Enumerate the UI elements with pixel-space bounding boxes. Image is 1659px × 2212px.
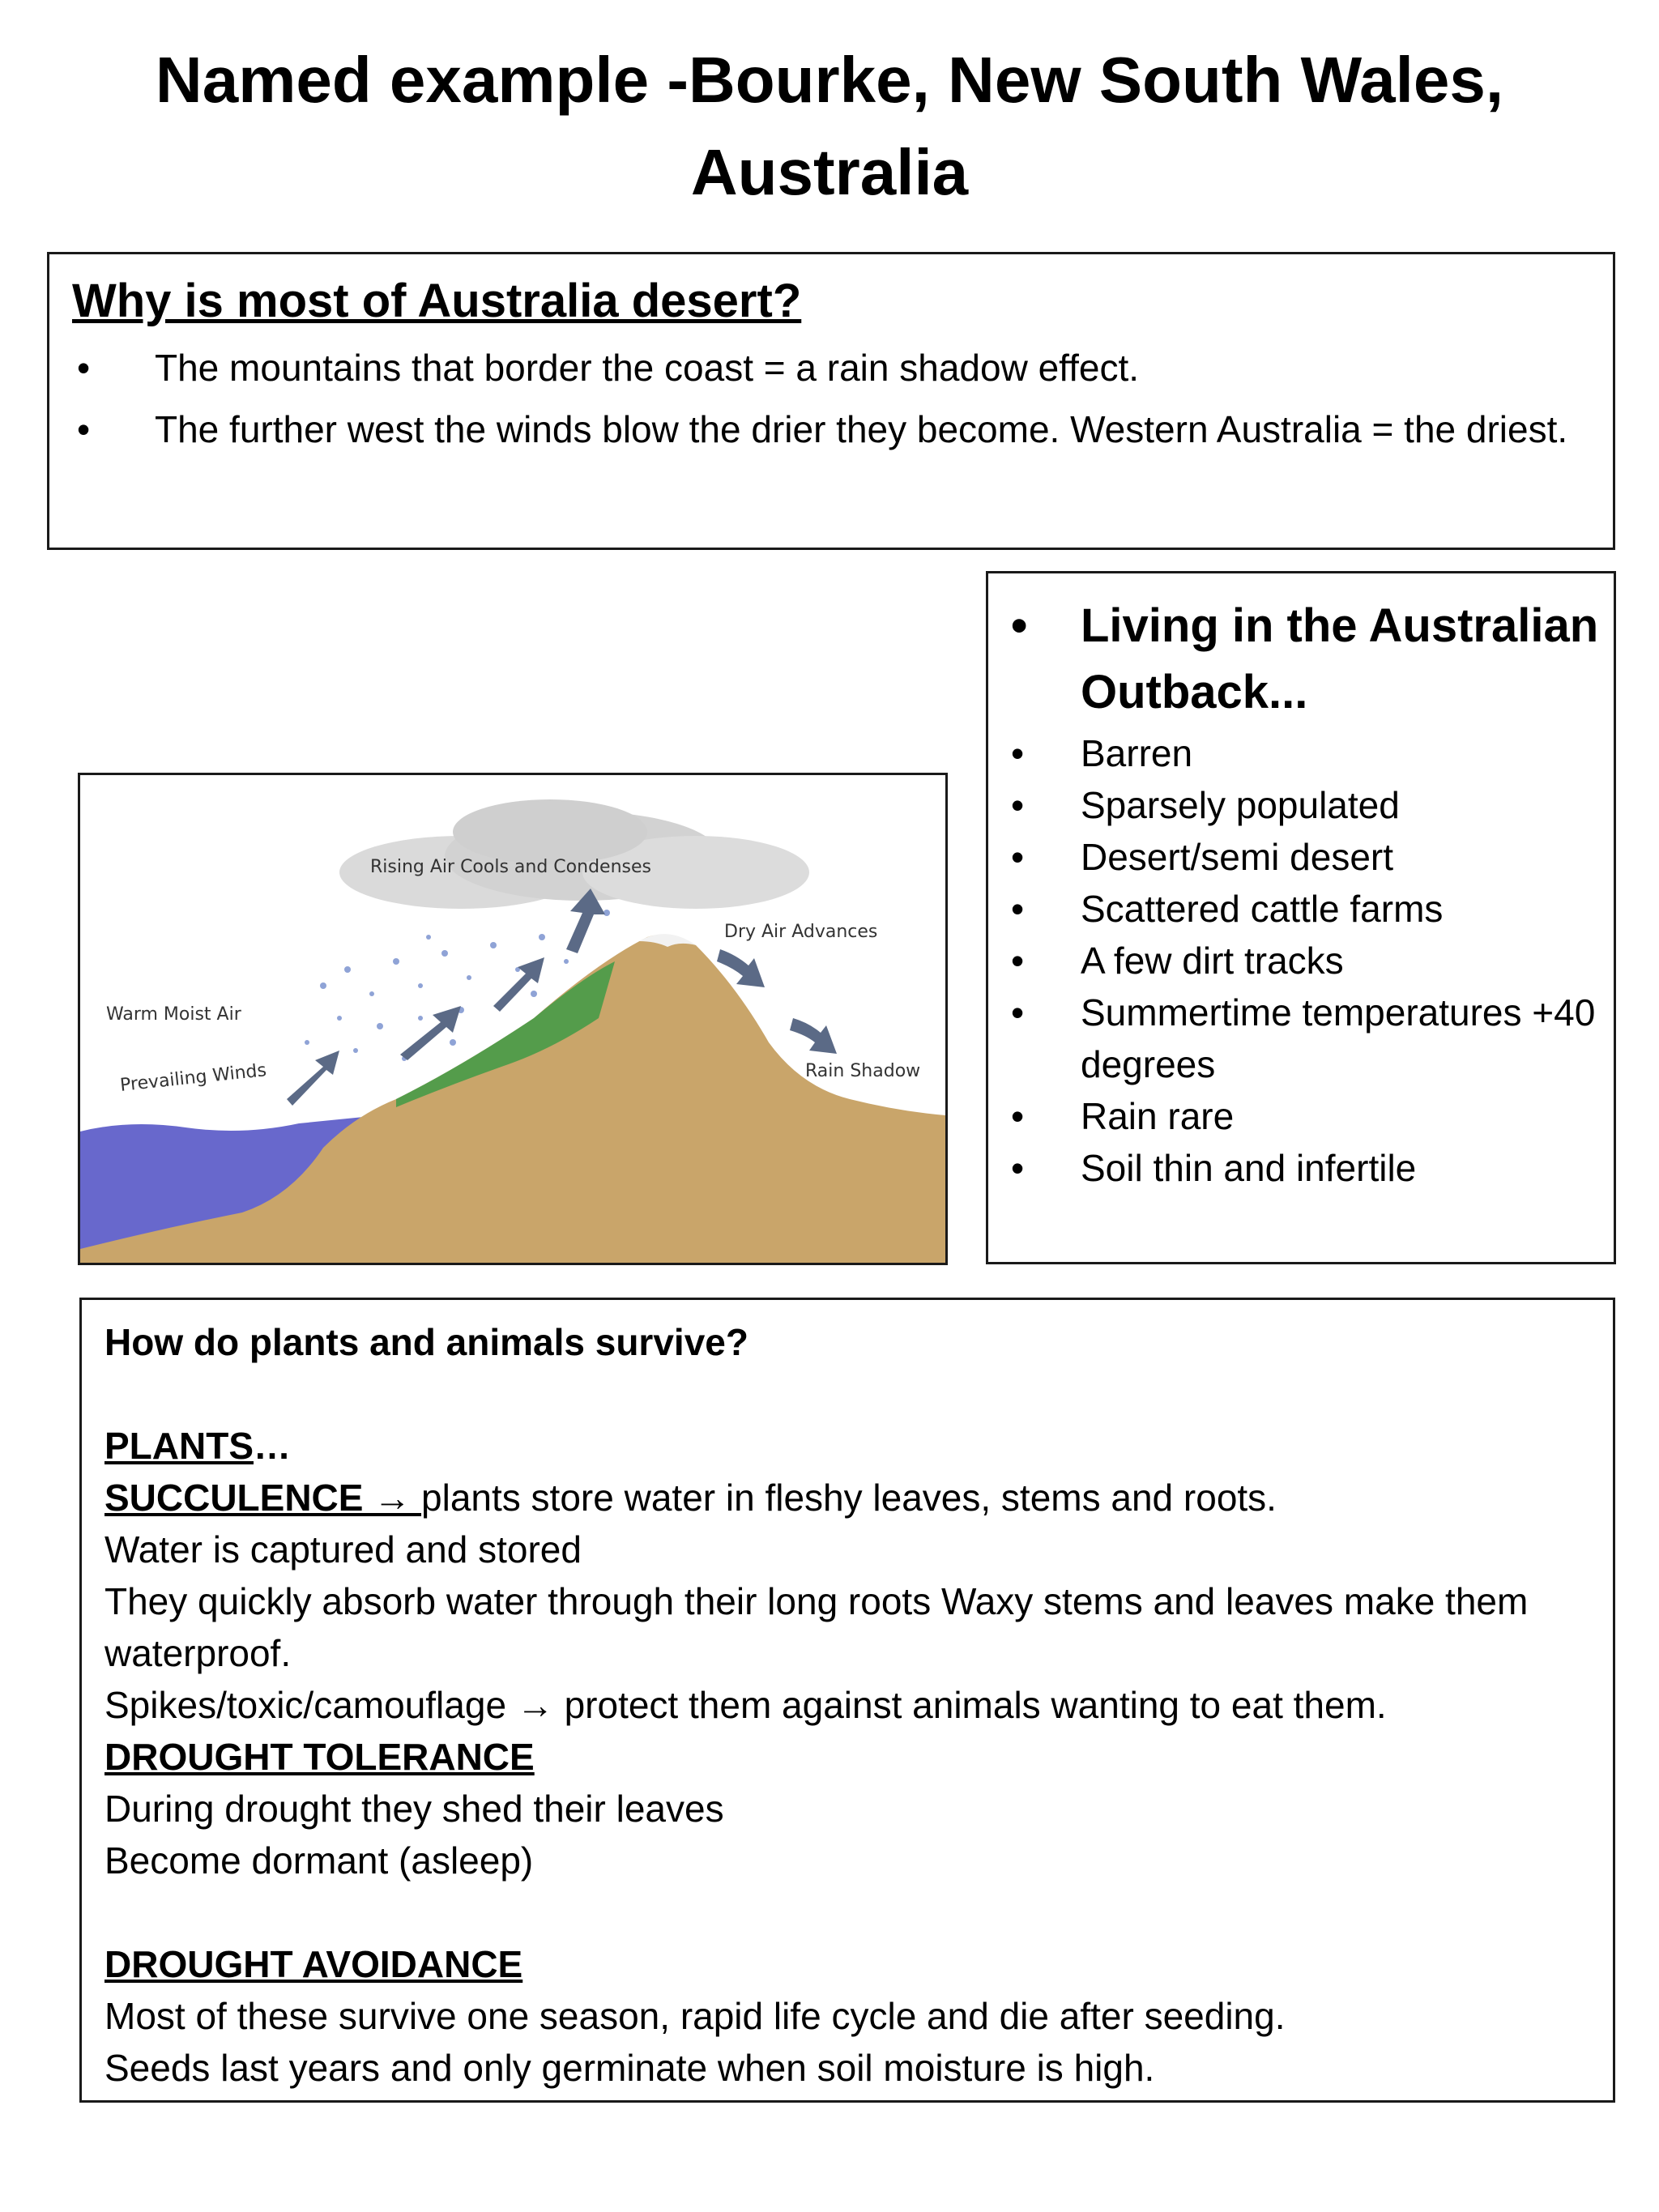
plants-heading: PLANTS… [104,1425,291,1467]
text-line: Become dormant (asleep) [104,1839,534,1882]
bullet-icon: • [1011,784,1025,826]
outback-box [986,571,1616,1264]
text-line: Water is captured and stored [104,1528,582,1571]
page-title: Named example -Bourke, New South Wales, Australia [155,44,1504,208]
why-desert-list [49,342,1613,465]
bullet-icon: • [1011,732,1025,774]
arrow-icon [400,1006,461,1060]
drought-tolerance-heading: DROUGHT TOLERANCE [104,1736,535,1778]
bullet-icon: • [77,408,91,450]
arrow-icon [493,957,544,1012]
text-line: They quickly absorb water through their long roots Waxy stems and leaves make them waterproof. [104,1580,1529,1674]
list-item: • Scattered cattle farms [988,883,1612,935]
text-line: During drought they shed their leaves [104,1788,724,1830]
survival-heading: How do plants and animals survive? [104,1321,748,1363]
list-item: • Barren [988,727,1612,779]
spacer [104,1886,1595,1938]
rain-shadow-diagram [78,773,948,1265]
list-item: • The further west the winds blow the drier they become. Western Australia = the driest. [49,403,1613,455]
list-item: • The mountains that border the coast = a rain shadow effect. [49,342,1613,394]
bullet-icon: • [1011,1095,1025,1137]
list-item: • Sparsely populated [988,779,1612,831]
label-dry: Dry Air Advances [724,922,878,942]
label-prevailing: Prevailing Winds [119,1060,268,1096]
survival-text [104,1316,1595,2094]
bullet-icon: • [1011,836,1025,878]
bullet-icon: • [77,347,91,389]
text-line: Seeds last years and only germinate when soil moisture is high. [104,2047,1155,2089]
bullet-icon: • [1011,599,1028,652]
why-desert-box [47,252,1615,550]
list-item: • A few dirt tracks [988,935,1612,987]
outback-list [988,593,1612,1194]
bullet-icon: • [1011,940,1025,982]
text-line: Most of these survive one season, rapid life cycle and die after seeding. [104,1995,1286,2037]
spacer [104,1368,1595,1420]
arrow-icon [790,1018,837,1054]
why-desert-heading: Why is most of Australia desert? [72,275,802,327]
bullet-icon: • [1011,888,1025,930]
bullet-icon: • [1011,1147,1025,1189]
list-item: • Desert/semi desert [988,831,1612,883]
label-warm: Warm Moist Air [106,1004,241,1025]
rain-shadow-illustration [80,775,945,1263]
text-line: Spikes/toxic/camouflage → protect them against animals wanting to eat them. [104,1684,1387,1726]
succulence-line: SUCCULENCE → plants store water in fleshy leaves, stems and roots. [104,1477,1277,1519]
arrow-icon [287,1051,339,1106]
cloud-icon [339,799,809,909]
list-item: • Soil thin and infertile [988,1142,1612,1194]
label-rising: Rising Air Cools and Condenses [370,857,651,877]
drought-avoidance-heading: DROUGHT AVOIDANCE [104,1943,523,1985]
list-item: • Rain rare [988,1090,1612,1142]
list-item: • Summertime temperatures +40 degrees [988,987,1612,1090]
bullet-icon: • [1011,991,1025,1034]
survival-box [79,1298,1615,2103]
outback-heading: • Living in the Australian Outback... [988,593,1612,726]
label-shadow: Rain Shadow [805,1061,921,1081]
